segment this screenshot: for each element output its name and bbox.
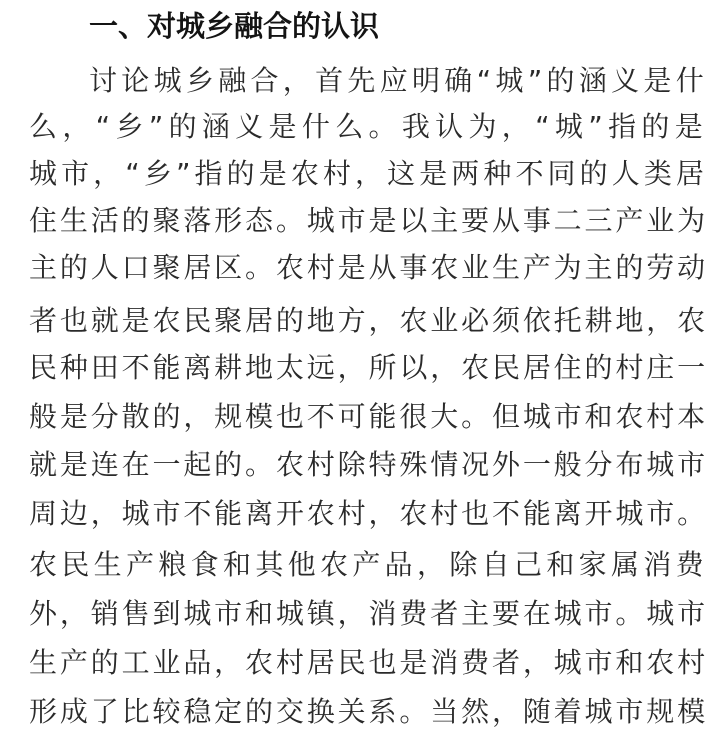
paragraph-line: 外，销售到城市和城镇，消费者主要在城市。城市: [29, 597, 709, 630]
paragraph-line: 周边，城市不能离开农村，农村也不能离开城市。: [29, 497, 709, 530]
paragraph-line: 么，“乡”的涵义是什么。我认为，“城”指的是: [29, 110, 709, 143]
paragraph-line: 般是分散的，规模也不可能很大。但城市和农村本: [29, 400, 709, 433]
paragraph-line: 民种田不能离耕地太远，所以，农民居住的村庄一: [29, 351, 709, 384]
paragraph-line: 主的人口聚居区。农村是从事农业生产为主的劳动: [29, 251, 709, 284]
section-heading: 一、对城乡融合的认识: [89, 9, 380, 43]
paragraph-line: 农民生产粮食和其他农产品，除自己和家属消费: [29, 548, 709, 581]
paragraph-line: 住生活的聚落形态。城市是以主要从事二三产业为: [29, 204, 709, 237]
paragraph-line: 生产的工业品，农村居民也是消费者，城市和农村: [29, 646, 709, 679]
paragraph-line: 讨论城乡融合，首先应明确“城”的涵义是什: [89, 64, 709, 97]
paragraph-line: 形成了比较稳定的交换关系。当然，随着城市规模: [29, 695, 709, 728]
paragraph-line: 就是连在一起的。农村除特殊情况外一般分布城市: [29, 448, 709, 481]
paragraph-line: 者也就是农民聚居的地方，农业必须依托耕地，农: [29, 304, 709, 337]
paragraph-line: 城市，“乡”指的是农村，这是两种不同的人类居: [29, 157, 709, 190]
